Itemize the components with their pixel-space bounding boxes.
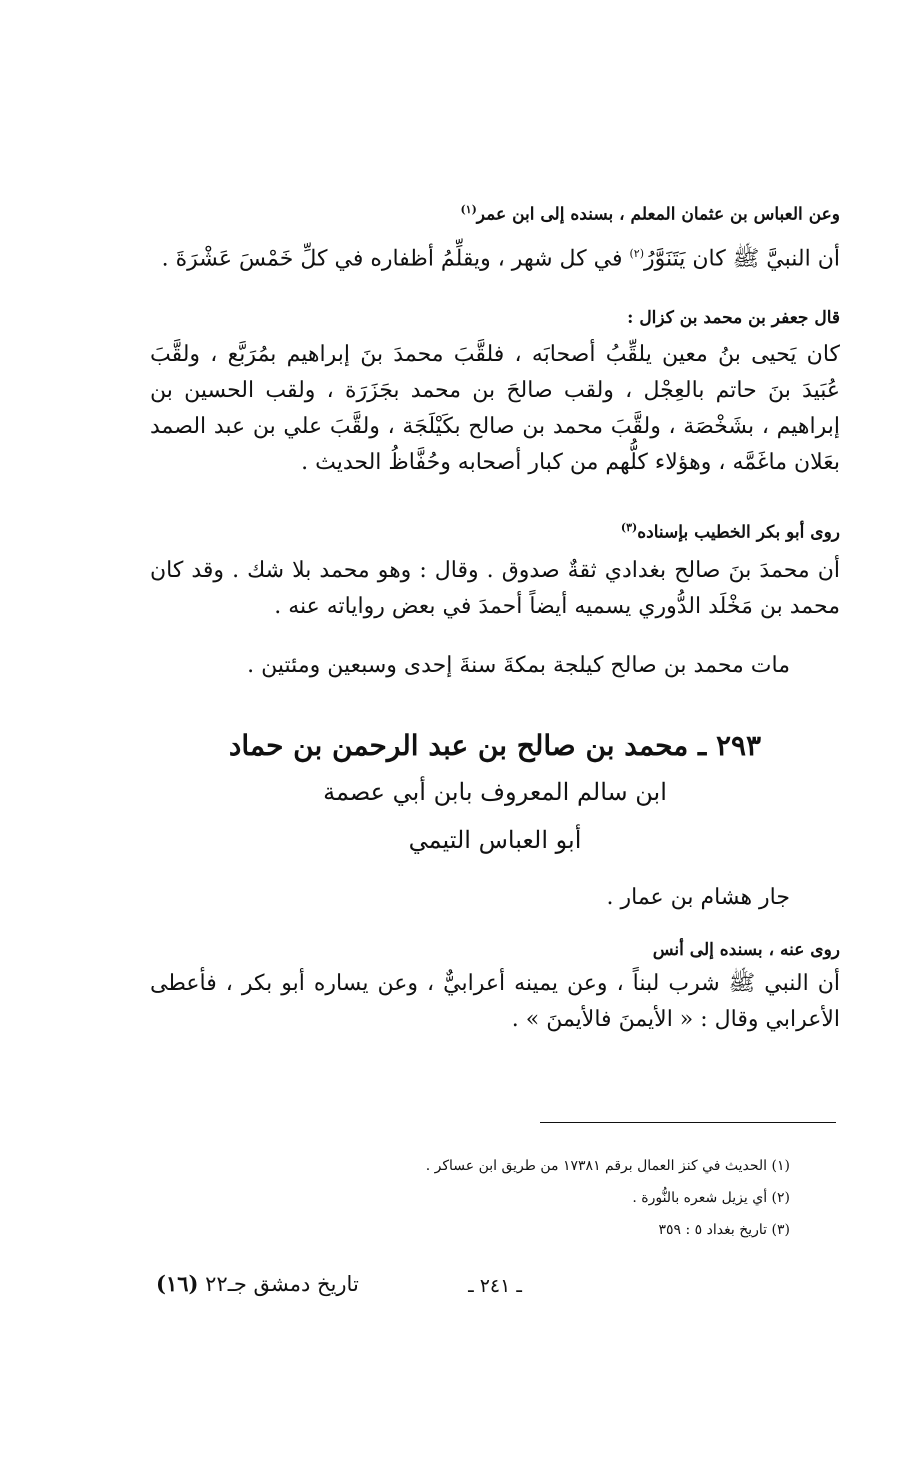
entry-narration: أن النبي ﷺ شرب لبناً ، وعن يمينه أعرابيٌّ ، وعن يساره أبو بكر ، فأعطى الأعرابي وقال : « الأيمنَ فالأيمنَ » . — [150, 971, 840, 1032]
entry-title: ٢٩٣ ـ محمد بن صالح بن عبد الرحمن بن حماد — [228, 729, 762, 762]
footnote-ref-1: (١) — [460, 203, 477, 216]
section-3-text: أن محمدَ بنَ صالح بغدادي ثقةٌ صدوق . وقال : وهو محمد بلا شك . وقد كان محمد بن مَخْلَد الدُّوري يسميه أيضاً أحمدَ في بعض رواياته عنه . — [150, 558, 840, 619]
section-3-intro-text: روى أبو بكر الخطيب بإسناده — [637, 522, 840, 543]
footer-book — [156, 1271, 376, 1296]
entry-neighbor: جار هشام بن عمار . — [606, 885, 790, 910]
section-1-text-b: في كل شهر ، ويقلِّمُ أظفاره في كلِّ خَمْسَ عَشْرَةَ . — [161, 246, 630, 272]
entry-narration-intro: روى عنه ، بسنده إلى أنس — [652, 940, 840, 960]
footnote-ref-3: (٣) — [620, 521, 638, 534]
footnote-ref-2: (٢) — [629, 247, 645, 260]
section-2-text: كان يَحيى بنُ معين يلقِّبُ أصحابَه ، فلقَّبَ محمدَ بنَ إبراهيم بمُرَبَّع ، ولقَّبَ عُبَيدَ بنَ حاتم بالعِجْل ، ولقب صالحَ بن محمد بجَزَرَة ، ولقب الحسين بن إبراهيم ، بشَخْصَة ، ولقَّبَ محمد بن صالح بكَيْلَجَة ، ولقَّبَ علي بن عبد الصمد بعَلان ماغَمَّه ، وهؤلاء كلُّهم من كبار أصحابه وحُفَّاظُ الحديث . — [150, 342, 840, 475]
section-1-text-a: أن النبيَّ ﷺ كان يَتَنَوَّرُ — [644, 246, 840, 272]
footnote-3: (٣) تاريخ بغداد ٥ : ٣٥٩ — [658, 1222, 790, 1238]
section-1-text — [150, 236, 840, 277]
entry-subtitle-2: أبو العباس التيمي — [408, 826, 582, 854]
section-2-intro: قال جعفر بن محمد بن كزال : — [627, 308, 840, 328]
section-1-intro-text: وعن العباس بن عثمان المعلم ، بسنده إلى ابن عمر — [476, 204, 840, 225]
page-number: ـ ٢٤١ ـ — [468, 1275, 522, 1297]
footer-book-title: تاريخ دمشق جـ٢٢ — [205, 1272, 359, 1296]
entry-subtitle-1: ابن سالم المعروف بابن أبي عصمة — [323, 778, 667, 806]
footnote-2: (٢) أي يزيل شعره بالنُّورة . — [632, 1190, 790, 1206]
section-1-intro — [150, 198, 840, 227]
footnote-1: (١) الحديث في كنز العمال برقم ١٧٣٨١ من طريق ابن عساكر . — [425, 1158, 790, 1174]
footer-signature: (١٦) — [156, 1271, 199, 1296]
section-3-intro — [150, 516, 840, 545]
section-3-death: مات محمد بن صالح كيلجة بمكةَ سنةَ إحدى وسبعين ومئتين . — [247, 653, 790, 678]
footnote-divider — [540, 1122, 836, 1123]
